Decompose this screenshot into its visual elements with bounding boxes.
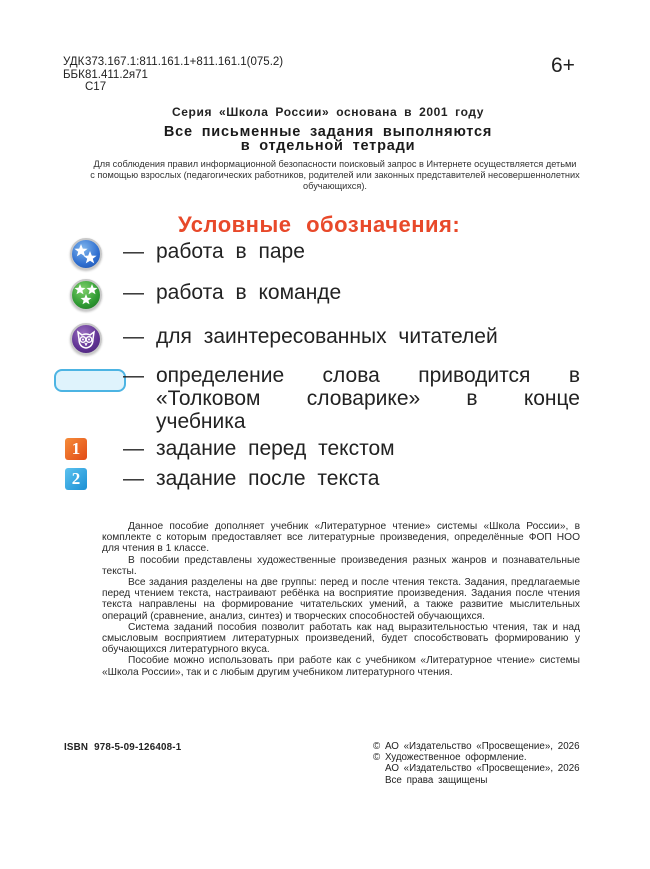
classification-block <box>63 56 283 94</box>
legend-text: работа в команде <box>156 281 342 304</box>
copyright-line: АО «Издательство «Просвещение», 2026 <box>385 763 580 775</box>
udk-label: УДК <box>63 56 85 68</box>
legend-dash: — <box>123 364 144 387</box>
description-text <box>102 521 580 678</box>
bbk-row <box>63 69 283 82</box>
legend-text: задание после текста <box>156 467 380 490</box>
pair-work-stars-icon <box>70 238 102 270</box>
bbk-value: 81.411.2я71 <box>85 68 148 81</box>
copyright-block <box>373 741 580 786</box>
legend-dash: — <box>123 325 144 348</box>
series-line: Серия «Школа России» основана в 2001 году <box>172 105 484 119</box>
description-paragraph: Данное пособие дополняет учебник «Литературное чтение» системы «Школа России», в комплекте с которым предоставляет все литературные произведения, определённые ФОП НОО для чтения в 1 классе. <box>102 521 580 555</box>
legend-text: определение слова приводится в «Толковом словарике» в конце учебника <box>156 364 580 433</box>
udk-row <box>63 56 283 69</box>
legend-title: Условные обозначения: <box>178 212 461 237</box>
author-mark: С17 <box>85 81 107 93</box>
notebook-note <box>0 125 650 153</box>
safety-notice: Для соблюдения правил информационной безопасности поисковый запрос в Интернете осуществляется детьми с помощью взрослых (педагогических работников, родителей или законных представителей несовершеннолетних обучающихся). <box>90 159 580 191</box>
number-2-badge-icon: 2 <box>65 468 87 490</box>
legend-dash: — <box>123 240 144 263</box>
legend-dash: — <box>123 281 144 304</box>
team-work-stars-icon <box>70 279 102 311</box>
age-rating: 6+ <box>551 54 575 77</box>
copyright-line: © Художественное оформление. <box>373 752 527 764</box>
description-paragraph: В пособии представлены художественные произведения разных жанров и познавательные тексты. <box>102 554 580 577</box>
udk-value: 373.167.1:811.161.1+811.161.1(075.2) <box>85 56 284 68</box>
legend-dash: — <box>123 467 144 490</box>
copyright-line: Все права защищены <box>385 774 488 786</box>
legend-text: для заинтересованных читателей <box>156 325 498 348</box>
owl-icon <box>70 323 102 355</box>
notebook-note-line1: Все письменные задания выполняются <box>163 124 493 140</box>
copyright-line: © АО «Издательство «Просвещение», 2026 <box>373 741 580 752</box>
author-mark-row <box>63 81 283 94</box>
legend-text: задание перед текстом <box>156 437 395 460</box>
isbn: ISBN 978-5-09-126408-1 <box>64 742 182 753</box>
dictionary-box-icon <box>54 369 126 392</box>
legend-text: работа в паре <box>156 240 305 263</box>
description-paragraph: Пособие можно использовать при работе как с учебником «Литературное чтение» системы «Школа России», так и с любым другим учебником литературного чтения. <box>102 655 580 678</box>
legend-dash: — <box>123 437 144 460</box>
description-paragraph: Система заданий пособия позволит работать как над выразительностью чтения, так и над смысловым восприятием литературных произведений, будет способствовать формированию у обучающихся литературного вкуса. <box>102 621 580 656</box>
description-paragraph: Все задания разделены на две группы: перед и после чтения текста. Задания, предлагаемые перед чтением текста, настраивают ребёнка на восприятие произведения. Задания после чтения текста направлены на формирование читательских умений, а также развитие мыслительных операций (сравнение, анализ, синтез) и творческих способностей обучающихся. <box>102 577 580 622</box>
bbk-label: ББК <box>63 68 85 81</box>
number-1-badge-icon: 1 <box>65 438 87 460</box>
notebook-note-line2: в отдельной тетради <box>240 138 416 154</box>
